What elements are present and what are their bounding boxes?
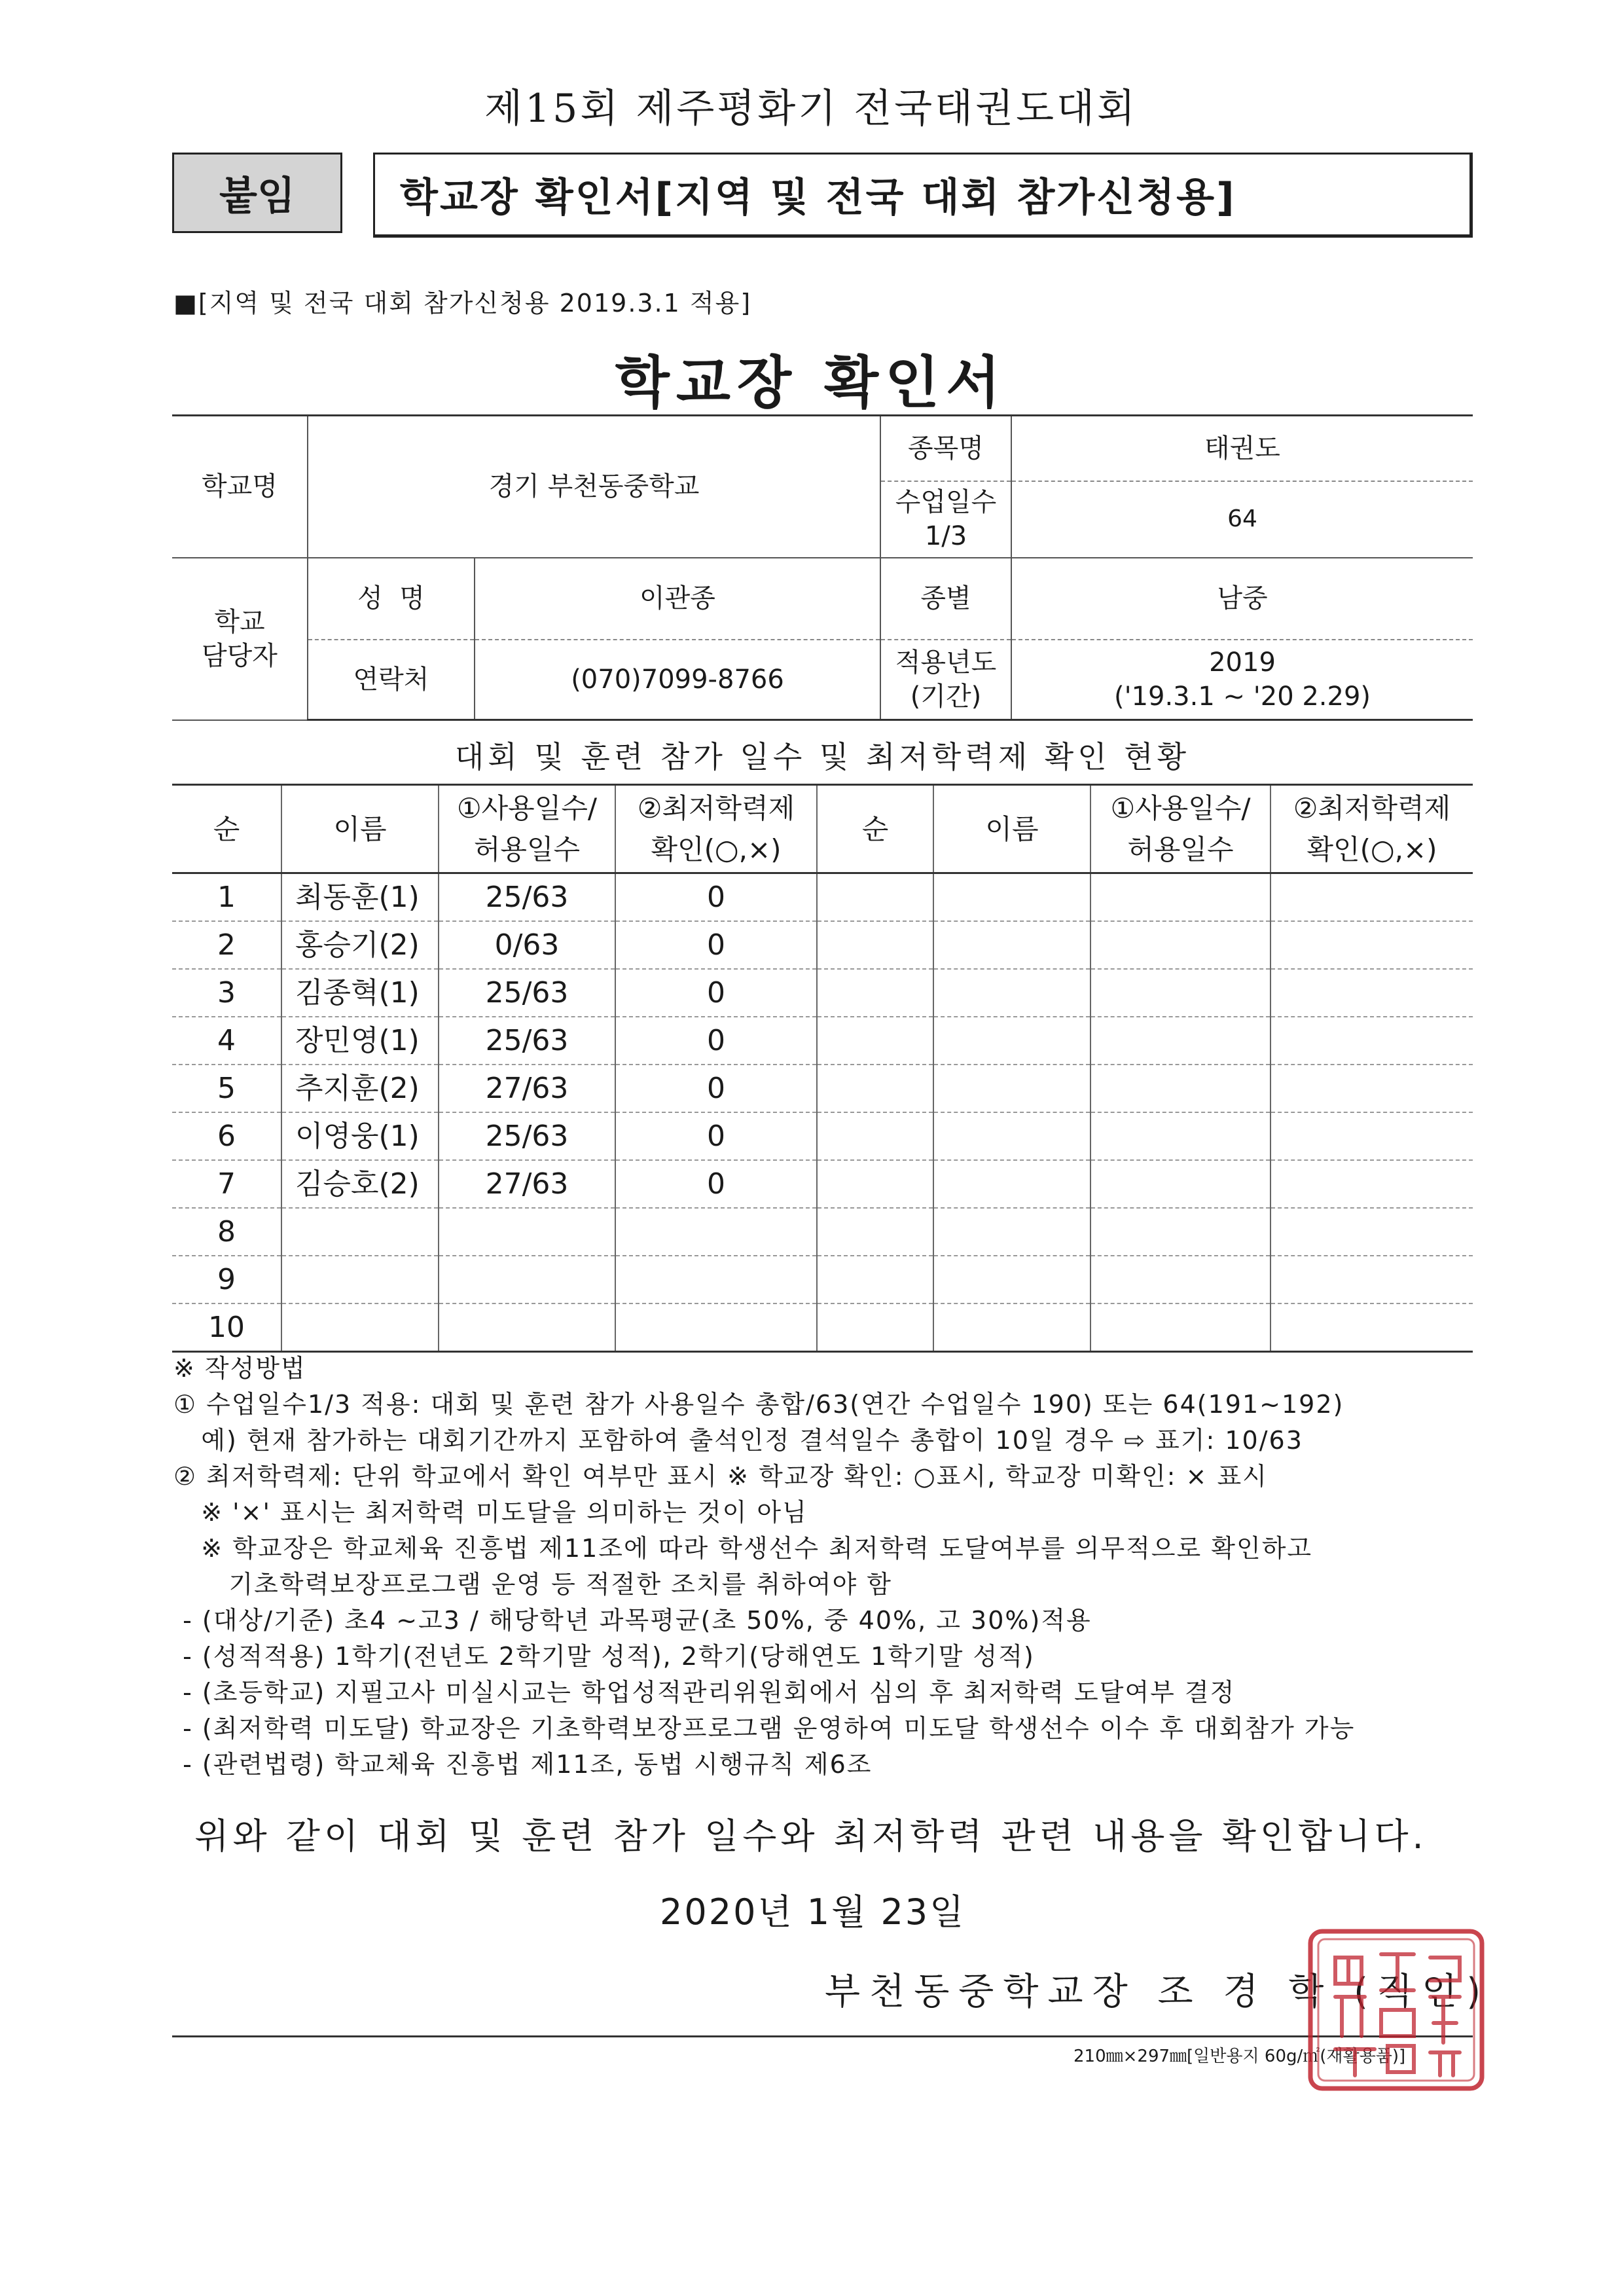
min-achievement-check-right (1271, 1112, 1473, 1160)
used-days (439, 1208, 615, 1256)
issue-date: 2020년 1월 23일 (660, 1891, 966, 1933)
instruction-line: ② 최저학력제: 단위 학교에서 확인 여부만 표시 ※ 학교장 확인: ○표시, 학교장 미확인: × 표시 (173, 1462, 1268, 1491)
attachment-title: 학교장 확인서[지역 및 전국 대회 참가신청용] (373, 153, 1473, 238)
participant-name: 이영웅(1) (281, 1112, 439, 1160)
used-days: 25/63 (439, 1112, 615, 1160)
instruction-line: ① 수업일수1/3 적용: 대회 및 훈련 참가 사용일수 총합/63(연간 수업일수 190) 또는 64(191~192) (173, 1390, 1344, 1419)
participant-name-right (933, 1065, 1090, 1112)
row-number-right (817, 1208, 933, 1256)
participant-name (281, 1303, 439, 1352)
header-days-right: ①사용일수/ 허용일수 (1090, 785, 1271, 873)
participant-name: 김종혁(1) (281, 969, 439, 1017)
school-name: 경기 부천동중학교 (308, 416, 880, 558)
row-number-right (817, 1160, 933, 1208)
min-achievement-check: 0 (615, 969, 817, 1017)
min-achievement-check-right (1271, 1303, 1473, 1352)
participant-name-right (933, 873, 1090, 922)
form-note: ■[지역 및 전국 대회 참가신청용 2019.3.1 적용] (173, 289, 752, 318)
used-days-right (1090, 1160, 1271, 1208)
paper-spec: 210㎜×297㎜[일반용지 60g/㎡(재활용품)] (1073, 2047, 1406, 2066)
row-number: 8 (172, 1208, 281, 1256)
principal-signature-line: 부천동중학교장 조 경 학 (직인) (825, 1971, 1490, 2013)
sport-label: 종목명 (880, 416, 1011, 481)
min-achievement-check-right (1271, 1160, 1473, 1208)
min-achievement-check-right (1271, 921, 1473, 969)
row-number-right (817, 1303, 933, 1352)
participant-name-right (933, 1017, 1090, 1065)
header-check: ②최저학력제 확인(○,×) (615, 785, 817, 873)
document-title: 학교장 확인서 (615, 350, 1007, 416)
used-days: 0/63 (439, 921, 615, 969)
row-number: 10 (172, 1303, 281, 1352)
sport: 태권도 (1011, 416, 1473, 481)
min-achievement-check-right (1271, 969, 1473, 1017)
confirmation-statement: 위와 같이 대회 및 훈련 참가 일수와 최저학력 관련 내용을 확인합니다. (194, 1815, 1428, 1857)
used-days-right (1090, 1256, 1271, 1303)
row-number-right (817, 873, 933, 922)
contact: (070)7099-8766 (475, 640, 880, 720)
used-days: 25/63 (439, 969, 615, 1017)
used-days-right (1090, 921, 1271, 969)
participant-name (281, 1208, 439, 1256)
header-name: 이름 (281, 785, 439, 873)
used-days (439, 1256, 615, 1303)
header-name-right: 이름 (933, 785, 1090, 873)
row-number: 5 (172, 1065, 281, 1112)
instruction-line: - (대상/기준) 초4 ~고3 / 해당학년 과목평균(초 50%, 중 40%, 고 30%)적용 (173, 1606, 1092, 1635)
official-seal-icon (1303, 1925, 1489, 2095)
participant-name-right (933, 969, 1090, 1017)
row-number-right (817, 1112, 933, 1160)
used-days-right (1090, 1065, 1271, 1112)
row-number: 4 (172, 1017, 281, 1065)
row-number-right (817, 1065, 933, 1112)
table-row (172, 969, 1473, 1017)
school-name-label: 학교명 (172, 416, 308, 558)
staff-name-label: 성 명 (308, 558, 475, 640)
class-days: 64 (1011, 481, 1473, 558)
row-number-right (817, 969, 933, 1017)
min-achievement-check: 0 (615, 1065, 817, 1112)
header-check-right: ②최저학력제 확인(○,×) (1271, 785, 1473, 873)
instruction-line: ※ 작성방법 (173, 1354, 306, 1383)
min-achievement-check-right (1271, 873, 1473, 922)
min-achievement-check: 0 (615, 1017, 817, 1065)
participant-name-right (933, 1160, 1090, 1208)
instruction-line: 예) 현재 참가하는 대회기간까지 포함하여 출석인정 결석일수 총합이 10일 경우 ⇨ 표기: 10/63 (173, 1426, 1303, 1455)
writing-instructions (173, 1351, 1483, 1783)
participant-name-right (933, 1303, 1090, 1352)
footer-divider (172, 2035, 1473, 2037)
min-achievement-check-right (1271, 1065, 1473, 1112)
used-days-right (1090, 1017, 1271, 1065)
instruction-line: ※ '×' 표시는 최저학력 미도달을 의미하는 것이 아님 (173, 1498, 808, 1527)
instruction-line: ※ 학교장은 학교체육 진흥법 제11조에 따라 학생선수 최저학력 도달여부를 의무적으로 확인하고 (173, 1534, 1313, 1563)
used-days: 25/63 (439, 1017, 615, 1065)
used-days-right (1090, 969, 1271, 1017)
instruction-line: - (최저학력 미도달) 학교장은 기초학력보장프로그램 운영하여 미도달 학생선수 이수 후 대회참가 가능 (173, 1714, 1356, 1743)
min-achievement-check: 0 (615, 921, 817, 969)
row-number: 6 (172, 1112, 281, 1160)
table-row (172, 1208, 1473, 1256)
used-days (439, 1303, 615, 1352)
min-achievement-check-right (1271, 1256, 1473, 1303)
instruction-line: - (성적적용) 1학기(전년도 2학기말 성적), 2학기(당해연도 1학기말 성적) (173, 1642, 1035, 1671)
min-achievement-check (615, 1256, 817, 1303)
row-number: 9 (172, 1256, 281, 1303)
staff-name: 이관종 (475, 558, 880, 640)
participant-name: 장민영(1) (281, 1017, 439, 1065)
used-days-right (1090, 873, 1271, 922)
instruction-line: 기초학력보장프로그램 운영 등 적절한 조치를 취하여야 함 (173, 1570, 892, 1599)
min-achievement-check: 0 (615, 873, 817, 922)
table-row (172, 921, 1473, 969)
participant-name: 홍승기(2) (281, 921, 439, 969)
used-days: 27/63 (439, 1065, 615, 1112)
instruction-line: - (초등학교) 지필고사 미실시교는 학업성적관리위원회에서 심의 후 최저학력 도달여부 결정 (173, 1678, 1236, 1707)
row-number: 1 (172, 873, 281, 922)
table-row (172, 1160, 1473, 1208)
min-achievement-check-right (1271, 1208, 1473, 1256)
contact-label: 연락처 (308, 640, 475, 720)
event-title: 제15회 제주평화기 전국태권도대회 (484, 86, 1138, 132)
row-number: 2 (172, 921, 281, 969)
attachment-label: 붙임 (172, 153, 342, 233)
participant-name-right (933, 1208, 1090, 1256)
category-label: 종별 (880, 558, 1011, 640)
min-achievement-check (615, 1208, 817, 1256)
used-days: 25/63 (439, 873, 615, 922)
table-row (172, 1017, 1473, 1065)
table-row (172, 1303, 1473, 1352)
min-achievement-check (615, 1303, 817, 1352)
participant-name (281, 1256, 439, 1303)
used-days-right (1090, 1303, 1271, 1352)
status-title: 대회 및 훈련 참가 일수 및 최저학력제 확인 현황 (454, 739, 1191, 774)
min-achievement-check-right (1271, 1017, 1473, 1065)
used-days: 27/63 (439, 1160, 615, 1208)
participant-name-right (933, 1112, 1090, 1160)
row-number-right (817, 921, 933, 969)
class-days-label: 수업일수 1/3 (880, 481, 1011, 558)
participant-name: 김승호(2) (281, 1160, 439, 1208)
table-row (172, 1065, 1473, 1112)
table-row (172, 1256, 1473, 1303)
staff-label: 학교 담당자 (172, 558, 308, 720)
participant-name: 최동훈(1) (281, 873, 439, 922)
instruction-line: - (관련법령) 학교체육 진흥법 제11조, 동법 시행규칙 제6조 (173, 1750, 873, 1779)
min-achievement-check: 0 (615, 1112, 817, 1160)
min-achievement-check: 0 (615, 1160, 817, 1208)
row-number: 3 (172, 969, 281, 1017)
apply-year-label: 적용년도 (기간) (880, 640, 1011, 720)
used-days-right (1090, 1208, 1271, 1256)
table-row (172, 873, 1473, 922)
table-row (172, 1112, 1473, 1160)
row-number: 7 (172, 1160, 281, 1208)
participants-table (172, 784, 1473, 1353)
row-number-right (817, 1256, 933, 1303)
school-info-table (172, 414, 1473, 721)
header-no-right: 순 (817, 785, 933, 873)
header-no: 순 (172, 785, 281, 873)
apply-year: 2019 ('19.3.1 ~ '20 2.29) (1011, 640, 1473, 720)
category: 남중 (1011, 558, 1473, 640)
used-days-right (1090, 1112, 1271, 1160)
participant-name-right (933, 1256, 1090, 1303)
row-number-right (817, 1017, 933, 1065)
participant-name-right (933, 921, 1090, 969)
header-days: ①사용일수/ 허용일수 (439, 785, 615, 873)
participant-name: 추지훈(2) (281, 1065, 439, 1112)
